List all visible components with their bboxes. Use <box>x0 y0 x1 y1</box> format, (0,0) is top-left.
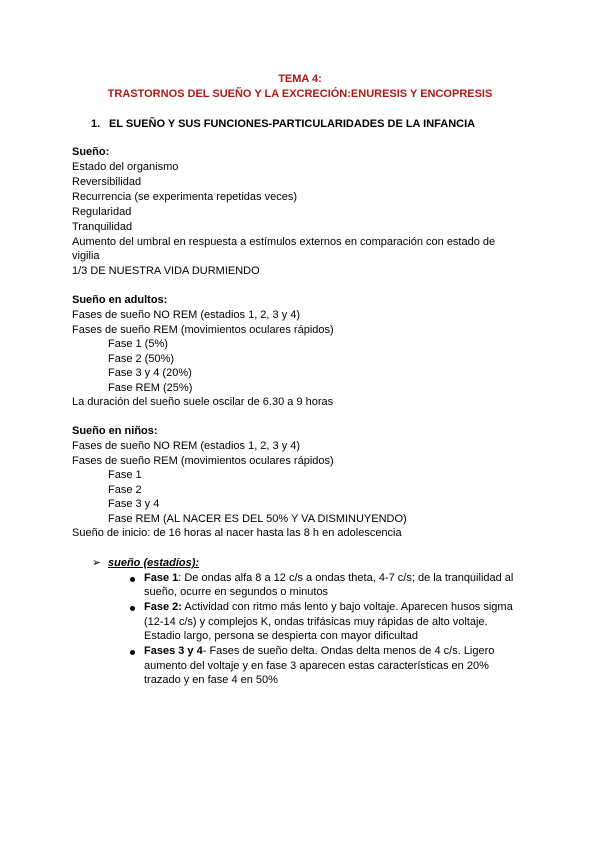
ninos-line: Fases de sueño REM (movimientos oculares rápidos) <box>72 455 334 467</box>
sueno-line: vigilia <box>72 250 100 262</box>
estadio-item-line <box>144 571 513 585</box>
estadio-item-line <box>144 644 494 658</box>
estadio-text: (12-14 c/s) y complejos K, ondas trifásicas muy rápidas de alto voltaje. <box>144 616 488 628</box>
estadio-text: sueño, ocurre en segundos o minutos <box>144 586 329 598</box>
sueno-line: Aumento del umbral en respuesta a estímulos externos en comparación con estado de <box>72 236 496 248</box>
sueno-line: Estado del organismo <box>72 161 179 173</box>
bullet-icon <box>130 606 135 611</box>
section-heading: EL SUEÑO Y SUS FUNCIONES-PARTICULARIDADES DE LA INFANCIA <box>109 118 476 130</box>
adultos-phase: Fase 3 y 4 (20%) <box>108 367 192 379</box>
ninos-closing: Sueño de inicio: de 16 horas al nacer hasta las 8 h en adolescencia <box>72 527 402 539</box>
adultos-phase: Fase 2 (50%) <box>108 353 175 365</box>
estadio-item-line <box>144 600 513 614</box>
estadio-label: Fase 2: <box>144 601 182 613</box>
estadio-text: : De ondas alfa 8 a 12 c/s a ondas theta, 4-7 c/s; de la tranquilidad al <box>178 572 514 584</box>
adultos-closing: La duración del sueño suele oscilar de 6.30 a 9 horas <box>72 396 334 408</box>
bullet-icon <box>130 650 135 655</box>
adultos-line: Fases de sueño NO REM (estadios 1, 2, 3 y 4) <box>72 309 301 321</box>
sueno-line: Recurrencia (se experimenta repetidas veces) <box>72 191 297 203</box>
estadio-text: Actividad con ritmo más lento y bajo voltaje. Aparecen husos sigma <box>181 601 513 613</box>
ninos-phase: Fase 1 <box>108 469 142 481</box>
sueno-line: Reversibilidad <box>72 176 142 188</box>
ninos-heading: Sueño en niños: <box>72 425 158 437</box>
estadio-text: Estadio largo, persona se despierta con mayor dificultad <box>144 630 418 642</box>
estadio-text: trazado y en fase 4 en 50% <box>144 674 278 686</box>
estadio-label: Fase 1 <box>144 572 179 584</box>
document-title: TEMA 4: <box>278 73 322 85</box>
ninos-phase: Fase REM (AL NACER ES DEL 50% Y VA DISMINUYENDO) <box>108 513 407 525</box>
sueno-line: Regularidad <box>72 206 132 218</box>
adultos-phase: Fase 1 (5%) <box>108 338 168 350</box>
estadio-label: Fases 3 y 4 <box>144 645 203 657</box>
adultos-phase: Fase REM (25%) <box>108 382 193 394</box>
estadio-text: - Fases de sueño delta. Ondas delta menos de 4 c/s. Ligero <box>202 645 495 657</box>
sueno-heading: Sueño: <box>72 146 110 158</box>
sueno-line: Tranquilidad <box>72 221 133 233</box>
ninos-line: Fases de sueño NO REM (estadios 1, 2, 3 y 4) <box>72 440 301 452</box>
ninos-phase: Fase 3 y 4 <box>108 498 160 510</box>
adultos-heading: Sueño en adultos: <box>72 294 168 306</box>
arrow-bullet-icon: ➢ <box>92 557 102 569</box>
section-number: 1. <box>91 118 101 130</box>
document-subtitle: TRASTORNOS DEL SUEÑO Y LA EXCRECIÓN:ENURESIS Y ENCOPRESIS <box>107 88 493 100</box>
ninos-phase: Fase 2 <box>108 484 142 496</box>
adultos-line: Fases de sueño REM (movimientos oculares rápidos) <box>72 324 334 336</box>
sueno-line: 1/3 DE NUESTRA VIDA DURMIENDO <box>72 265 260 277</box>
estadio-text: aumento del voltaje y en fase 3 aparecen estas características en 20% <box>144 660 489 672</box>
bullet-icon <box>130 577 135 582</box>
estadios-heading: sueño (estadíos): <box>108 557 200 569</box>
